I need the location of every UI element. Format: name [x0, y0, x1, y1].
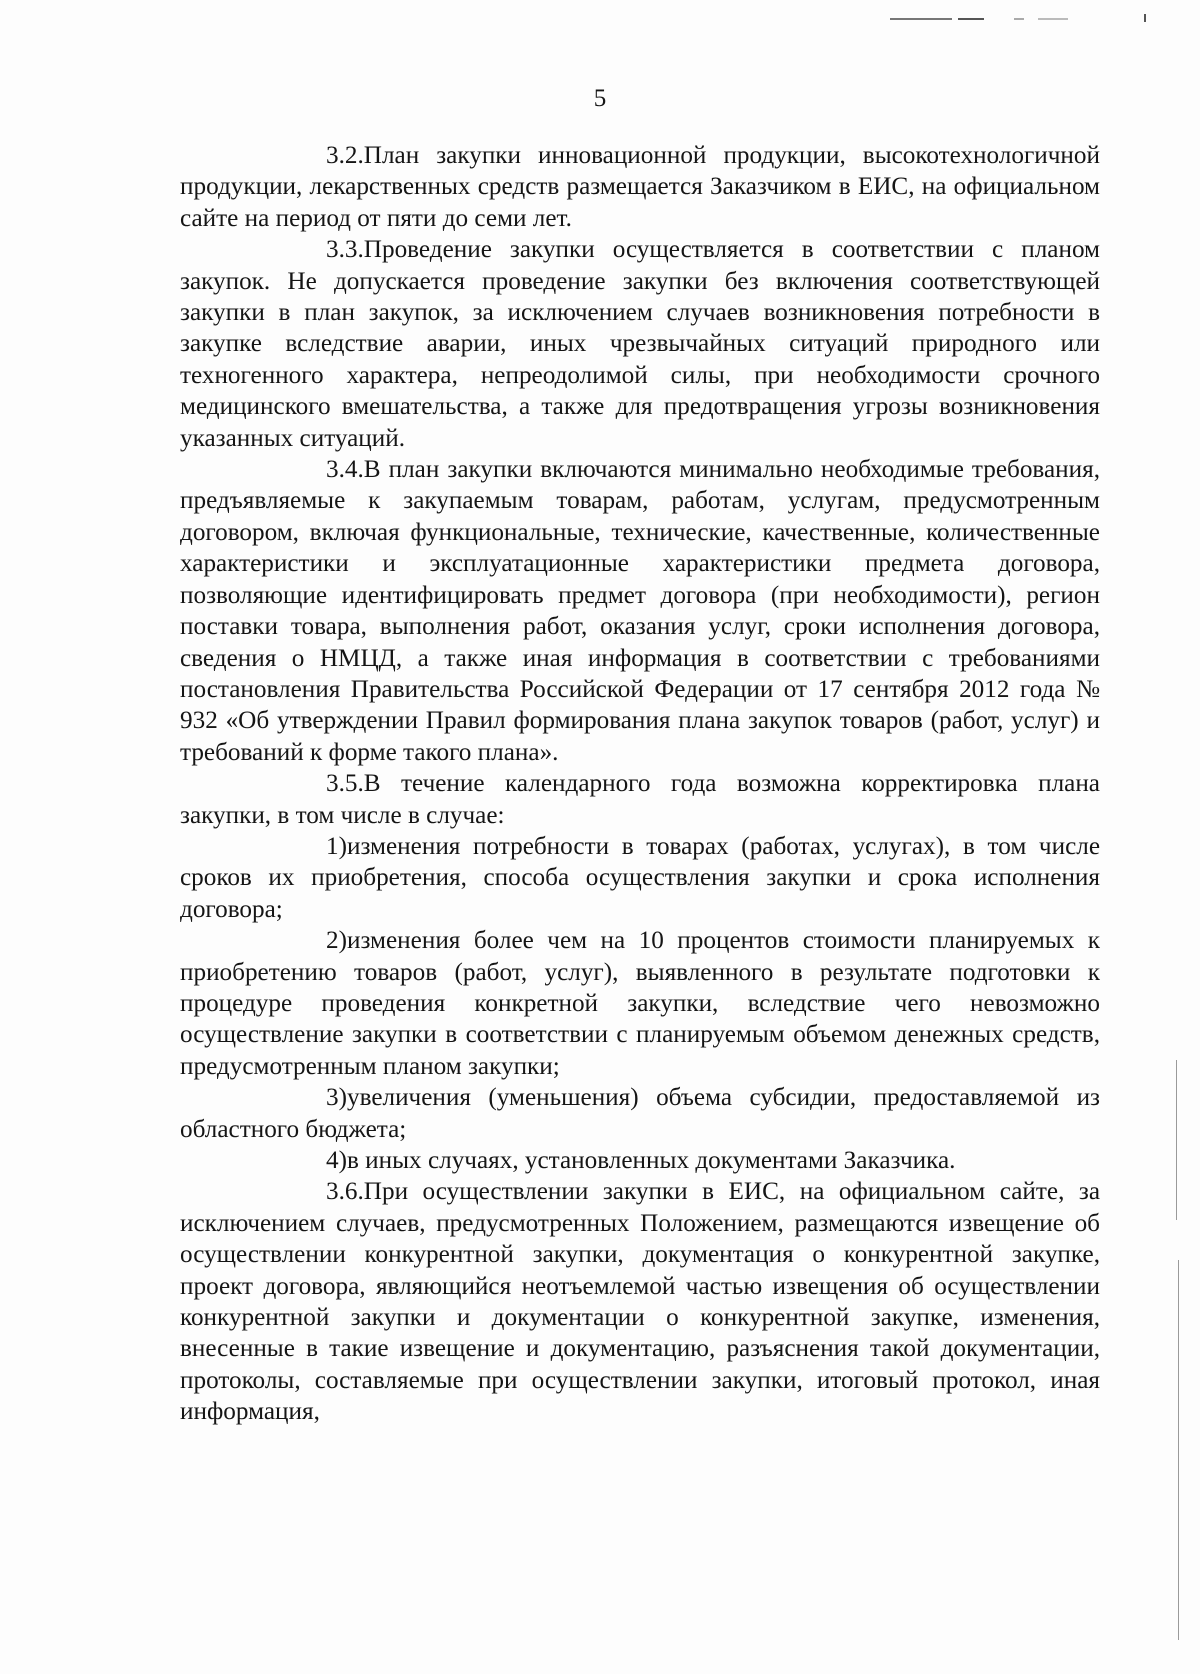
paragraph-number: 3.4. — [326, 456, 364, 484]
list-item-number: 3) — [326, 1084, 347, 1112]
list-item-number: 4) — [326, 1147, 347, 1174]
paragraph-number: 3.6. — [326, 1178, 364, 1206]
list-item-number: 2) — [326, 927, 347, 955]
list-item-4 — [180, 1145, 1100, 1176]
scan-artifact-edge — [1176, 1060, 1177, 1220]
list-item-text: в иных случаях, установленных документами Заказчика. — [346, 1147, 956, 1174]
paragraph-number: 3.2. — [326, 142, 364, 169]
scan-artifact-top — [1014, 18, 1024, 20]
document-body — [180, 140, 1100, 1428]
scan-artifact-top — [958, 18, 984, 20]
paragraph-text: При осуществлении закупки в ЕИС, на официальном сайте, за исключением случаев, предусмотренных Положением, размещаются извещение об осуществлении конкурентной закупки, документация о конкурентной закупке, проект договора, являющийся неотъемлемой частью извещения об осуществлении конкурентной закупки и документации о конкурентной закупке, изменения, внесенные в такие извещение и документацию, разъяснения такой документации, протоколы, составляемые при осуществлении закупки, итоговый протокол, иная информация, — [180, 1178, 1100, 1426]
paragraph-text: План закупки инновационной продукции, высокотехнологичной продукции, лекарственных средств размещается Заказчиком в ЕИС, на официальном сайте на период от пяти до семи лет. — [180, 142, 1100, 232]
list-item-text: изменения потребности в товарах (работах, услугах), в том числе сроков их приобретения, способа осуществления закупки и срока исполнения договора; — [180, 832, 1100, 923]
scan-artifact-top — [890, 18, 952, 20]
list-item-number: 1) — [326, 832, 347, 860]
list-item-1 — [180, 831, 1100, 925]
paragraph-number: 3.3. — [326, 236, 364, 264]
paragraph-3-5 — [180, 768, 1100, 831]
list-item-text: увеличения (уменьшения) объема субсидии, предоставляемой из областного бюджета; — [180, 1084, 1100, 1143]
list-item-2 — [180, 925, 1100, 1082]
list-item-text: изменения более чем на 10 процентов стоимости планируемых к приобретению товаров (работ, услуг), выявленного в результате подготовки к процедуре проведения конкретной закупки, вследствие чего невозможно осуществление закупки в соответствии с планируемым объемом денежных средств, предусмотренным планом закупки; — [180, 927, 1100, 1080]
scan-artifact-edge — [1178, 1260, 1179, 1640]
paragraph-3-6 — [180, 1176, 1100, 1427]
paragraph-text: В план закупки включаются минимально необходимые требования, предъявляемые к закупаемым товарам, работам, услугам, предусмотренным договором, включая функциональные, технические, качественные, количественные характеристики и эксплуатационные характеристики предмета договора, позволяющие идентифицировать предмет договора (при необходимости), регион поставки товара, выполнения работ, оказания услуг, сроки исполнения договора, сведения о НМЦД, а также иная информация в соответствии с требованиями постановления Правительства Российской Федерации от 17 сентября 2012 года № 932 «Об утверждении Правил формирования плана закупок товаров (работ, услуг) и требований к форме такого плана». — [180, 456, 1100, 766]
paragraph-text: Проведение закупки осуществляется в соответствии с планом закупок. Не допускается проведение закупки без включения соответствующей закупки в план закупок, за исключением случаев возникновения потребности в закупке вследствие аварии, иных чрезвычайных ситуаций природного или техногенного характера, непреодолимой силы, при необходимости срочного медицинского вмешательства, а также для предотвращения угрозы возникновения указанных ситуаций. — [180, 236, 1100, 452]
paragraph-3-3 — [180, 234, 1100, 454]
paragraph-text: В течение календарного года возможна корректировка плана закупки, в том числе в случае: — [180, 770, 1100, 829]
paragraph-3-2 — [180, 140, 1100, 234]
page-number: 5 — [593, 85, 607, 112]
scan-artifact-top — [1038, 18, 1068, 20]
paragraph-number: 3.5. — [326, 770, 364, 798]
scan-artifact-top — [1144, 14, 1146, 22]
list-item-3 — [180, 1082, 1100, 1145]
paragraph-3-4 — [180, 454, 1100, 768]
